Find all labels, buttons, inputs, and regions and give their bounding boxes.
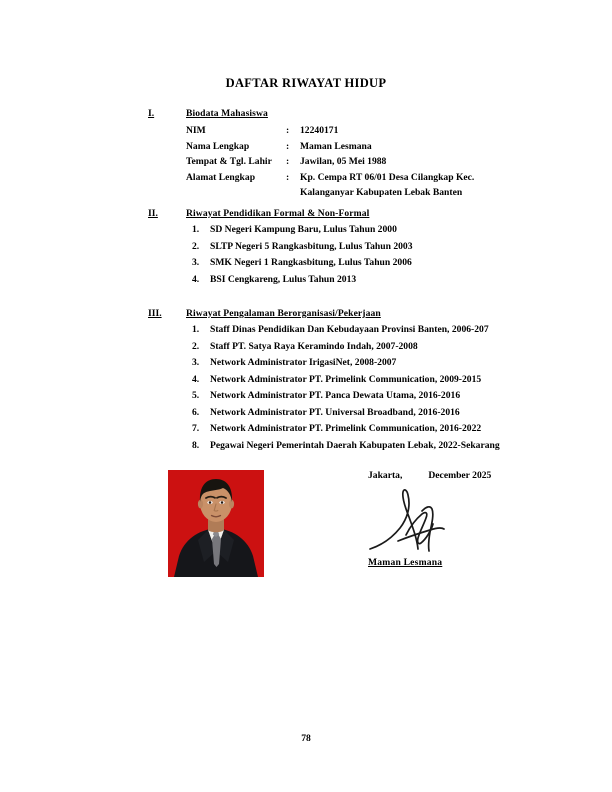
signature-city: Jakarta, xyxy=(368,470,403,481)
list-item xyxy=(192,339,568,356)
biodata-colon-address: : xyxy=(286,171,290,183)
education-item-index: 3. xyxy=(192,257,200,268)
education-item-index: 1. xyxy=(192,224,200,235)
education-item-text: SMK Negeri 1 Rangkasbitung, Lulus Tahun 2006 xyxy=(210,257,412,268)
biodata-row-nim xyxy=(186,123,568,139)
biodata-value-address: Kp. Cempa RT 06/01 Desa Cilangkap Kec. xyxy=(300,171,475,183)
section-biodata xyxy=(148,108,568,201)
list-item xyxy=(192,272,568,289)
section-education-numeral: II. xyxy=(148,208,158,219)
experience-item-index: 5. xyxy=(192,390,200,401)
list-item xyxy=(192,421,568,438)
signature-block xyxy=(368,470,558,568)
education-item-text: SLTP Negeri 5 Rangkasbitung, Lulus Tahun 2003 xyxy=(210,240,413,252)
experience-item-text: Pegawai Negeri Pemerintah Daerah Kabupaten Lebak, 2022-Sekarang xyxy=(210,439,500,451)
section-experience-numeral: III. xyxy=(148,308,162,319)
handwritten-signature xyxy=(368,483,558,555)
section-experience-title: Riwayat Pengalaman Berorganisasi/Pekerjaan xyxy=(186,308,381,319)
education-item-index: 2. xyxy=(192,240,200,252)
biodata-value-nim: 12240171 xyxy=(300,125,339,136)
signature-name: Maman Lesmana xyxy=(368,557,443,568)
section-biodata-title: Biodata Mahasiswa xyxy=(186,108,268,119)
list-item xyxy=(192,372,568,389)
list-item xyxy=(192,255,568,272)
page-title: DAFTAR RIWAYAT HIDUP xyxy=(225,76,387,90)
section-education-heading xyxy=(148,208,568,219)
biodata-row-birth xyxy=(186,154,568,170)
signature-place-date xyxy=(368,470,558,481)
biodata-field-list xyxy=(186,123,568,201)
experience-item-index: 1. xyxy=(192,324,200,335)
experience-item-text: Staff PT. Satya Raya Keramindo Indah, 2007-2008 xyxy=(210,340,418,352)
experience-item-text: Network Administrator IrigasiNet, 2008-2007 xyxy=(210,357,397,368)
biodata-value-name: Maman Lesmana xyxy=(300,140,372,152)
biodata-label-birth: Tempat & Tgl. Lahir xyxy=(186,156,272,167)
section-education xyxy=(148,208,568,288)
experience-item-index: 6. xyxy=(192,406,200,418)
education-item-text: BSI Cengkareng, Lulus Tahun 2013 xyxy=(210,273,357,285)
education-item-index: 4. xyxy=(192,273,200,285)
page-number: 78 xyxy=(301,733,311,744)
biodata-label-name: Nama Lengkap xyxy=(186,140,250,152)
list-item xyxy=(192,388,568,405)
section-biodata-heading xyxy=(148,108,568,119)
list-item xyxy=(192,405,568,422)
experience-list xyxy=(192,322,568,454)
biodata-value-address-line2: Kalanganyar Kabupaten Lebak Banten xyxy=(300,187,463,198)
experience-item-text: Network Administrator PT. Panca Dewata Utama, 2016-2016 xyxy=(210,390,461,401)
list-item xyxy=(192,438,568,455)
experience-item-index: 2. xyxy=(192,340,200,352)
biodata-value-birth: Jawilan, 05 Mei 1988 xyxy=(300,156,387,167)
list-item xyxy=(192,239,568,256)
experience-item-text: Network Administrator PT. Primelink Communication, 2016-2022 xyxy=(210,423,482,434)
experience-item-text: Staff Dinas Pendidikan Dan Kebudayaan Provinsi Banten, 2006-207 xyxy=(210,324,489,335)
biodata-label-nim: NIM xyxy=(186,125,206,136)
biodata-row-address xyxy=(186,170,568,186)
experience-item-text: Network Administrator PT. Universal Broadband, 2016-2016 xyxy=(210,406,460,418)
biodata-colon-birth: : xyxy=(286,156,290,167)
experience-item-text: Network Administrator PT. Primelink Communication, 2009-2015 xyxy=(210,373,482,385)
section-experience xyxy=(148,308,568,454)
education-list xyxy=(192,222,568,288)
list-item xyxy=(192,355,568,372)
signature-date: December 2025 xyxy=(428,470,492,481)
experience-item-index: 8. xyxy=(192,439,200,451)
list-item xyxy=(192,322,568,339)
experience-item-index: 4. xyxy=(192,373,200,385)
experience-item-index: 7. xyxy=(192,423,200,434)
experience-item-index: 3. xyxy=(192,357,200,368)
portrait-photo xyxy=(168,470,264,577)
biodata-row-name xyxy=(186,139,568,155)
section-education-title: Riwayat Pendidikan Formal & Non-Formal xyxy=(186,208,370,219)
biodata-label-address: Alamat Lengkap xyxy=(186,171,256,183)
list-item xyxy=(192,222,568,239)
section-experience-heading xyxy=(148,308,568,319)
biodata-colon-name: : xyxy=(286,140,290,152)
section-biodata-numeral: I. xyxy=(148,108,155,119)
education-item-text: SD Negeri Kampung Baru, Lulus Tahun 2000 xyxy=(210,224,397,235)
biodata-colon-nim: : xyxy=(286,125,290,136)
